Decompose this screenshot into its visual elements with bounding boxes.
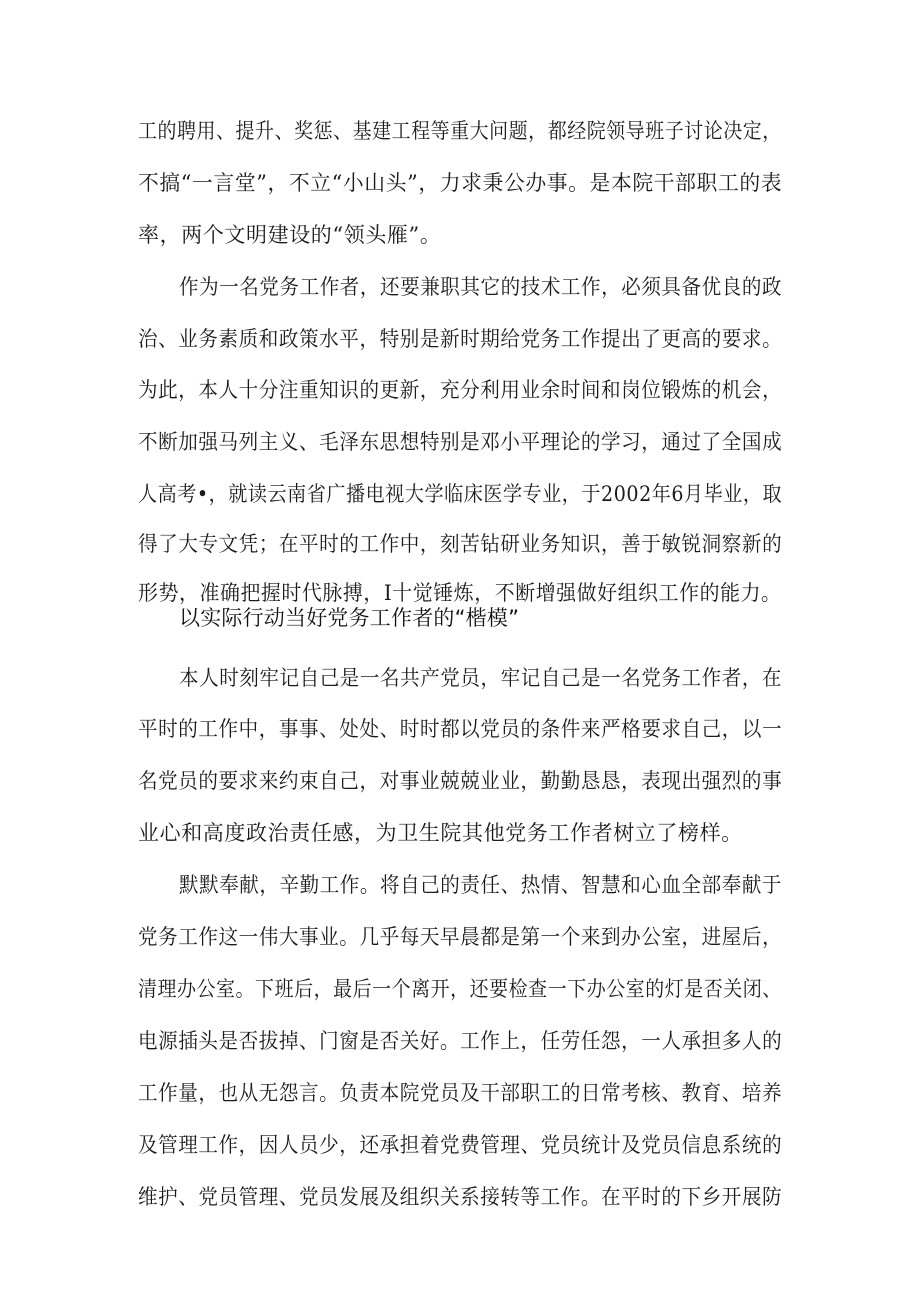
paragraph-2-line-5: 人高考•，就读云南省广播电视大学临床医学专业，于2002年6月毕业，取 (138, 482, 783, 506)
paragraph-3-line-3: 名党员的要求来约束自己，对事业兢兢业业，勤勤恳恳，表现出强烈的事 (138, 769, 783, 793)
paragraph-1-line-1: 工的聘用、提升、奖惩、基建工程等重大问题，都经院领导班子讨论决定， (138, 119, 782, 143)
paragraph-4-line-5: 工作量，也从无怨言。负责本院党员及干部职工的日常考核、教育、培养 (138, 1081, 783, 1105)
paragraph-2-line-3: 为此，本人十分注重知识的更新，充分利用业余时间和岗位锻炼的机会， (138, 378, 783, 402)
paragraph-1-line-2: 不搞“一言堂”，不立“小山头”，力求秉公办事。是本院干部职工的表 (138, 171, 783, 195)
paragraph-4-line-6: 及管理工作，因人员少，还承担着党费管理、党员统计及党员信息系统的 (138, 1133, 783, 1157)
paragraph-2-line-7: 形势，准确把握时代脉搏，I十觉锤炼，不断增强做好组织工作的能力。 (138, 581, 782, 605)
paragraph-2-line-1: 作为一名党务工作者，还要兼职其它的技术工作，必须具备优良的政 (179, 275, 783, 299)
paragraph-2-line-4: 不断加强马列主义、毛泽东思想特别是邓小平理论的学习，通过了全国成 (138, 430, 783, 454)
paragraph-3-line-2: 平时的工作中，事事、处处、时时都以党员的条件来严格要求自己，以一 (138, 717, 783, 741)
paragraph-4-line-1: 默默奉献，辛勤工作。将自己的责任、热情、智慧和心血全部奉献于 (179, 873, 783, 897)
paragraph-4-line-7: 维护、党员管理、党员发展及组织关系接转等工作。在平时的下乡开展防 (138, 1185, 783, 1209)
paragraph-4-line-4: 电源插头是否拔掉、门窗是否关好。工作上，任劳任怨，一人承担多人的 (138, 1029, 783, 1053)
paragraph-2-line-6: 得了大专文凭；在平时的工作中，刻苦钻研业务知识，善于敏锐洞察新的 (138, 532, 783, 556)
paragraph-3-line-4: 业心和高度政治责任感，为卫生院其他党务工作者树立了榜样。 (138, 821, 743, 845)
paragraph-4-line-3: 清理办公室。下班后，最后一个离开，还要检查一下办公室的灯是否关闭、 (138, 977, 782, 1001)
paragraph-3-line-1: 本人时刻牢记自己是一名共产党员，牢记自己是一名党务工作者，在 (179, 666, 783, 690)
section-heading: 以实际行动当好党务工作者的“楷模” (179, 606, 520, 630)
paragraph-1-line-3: 率，两个文明建设的“领头雁”。 (138, 223, 442, 247)
paragraph-4-line-2: 党务工作这一伟大事业。几乎每天早晨都是第一个来到办公室，进屋后， (138, 925, 783, 949)
paragraph-2-line-2: 治、业务素质和政策水平，特别是新时期给党务工作提出了更高的要求。 (138, 327, 783, 351)
